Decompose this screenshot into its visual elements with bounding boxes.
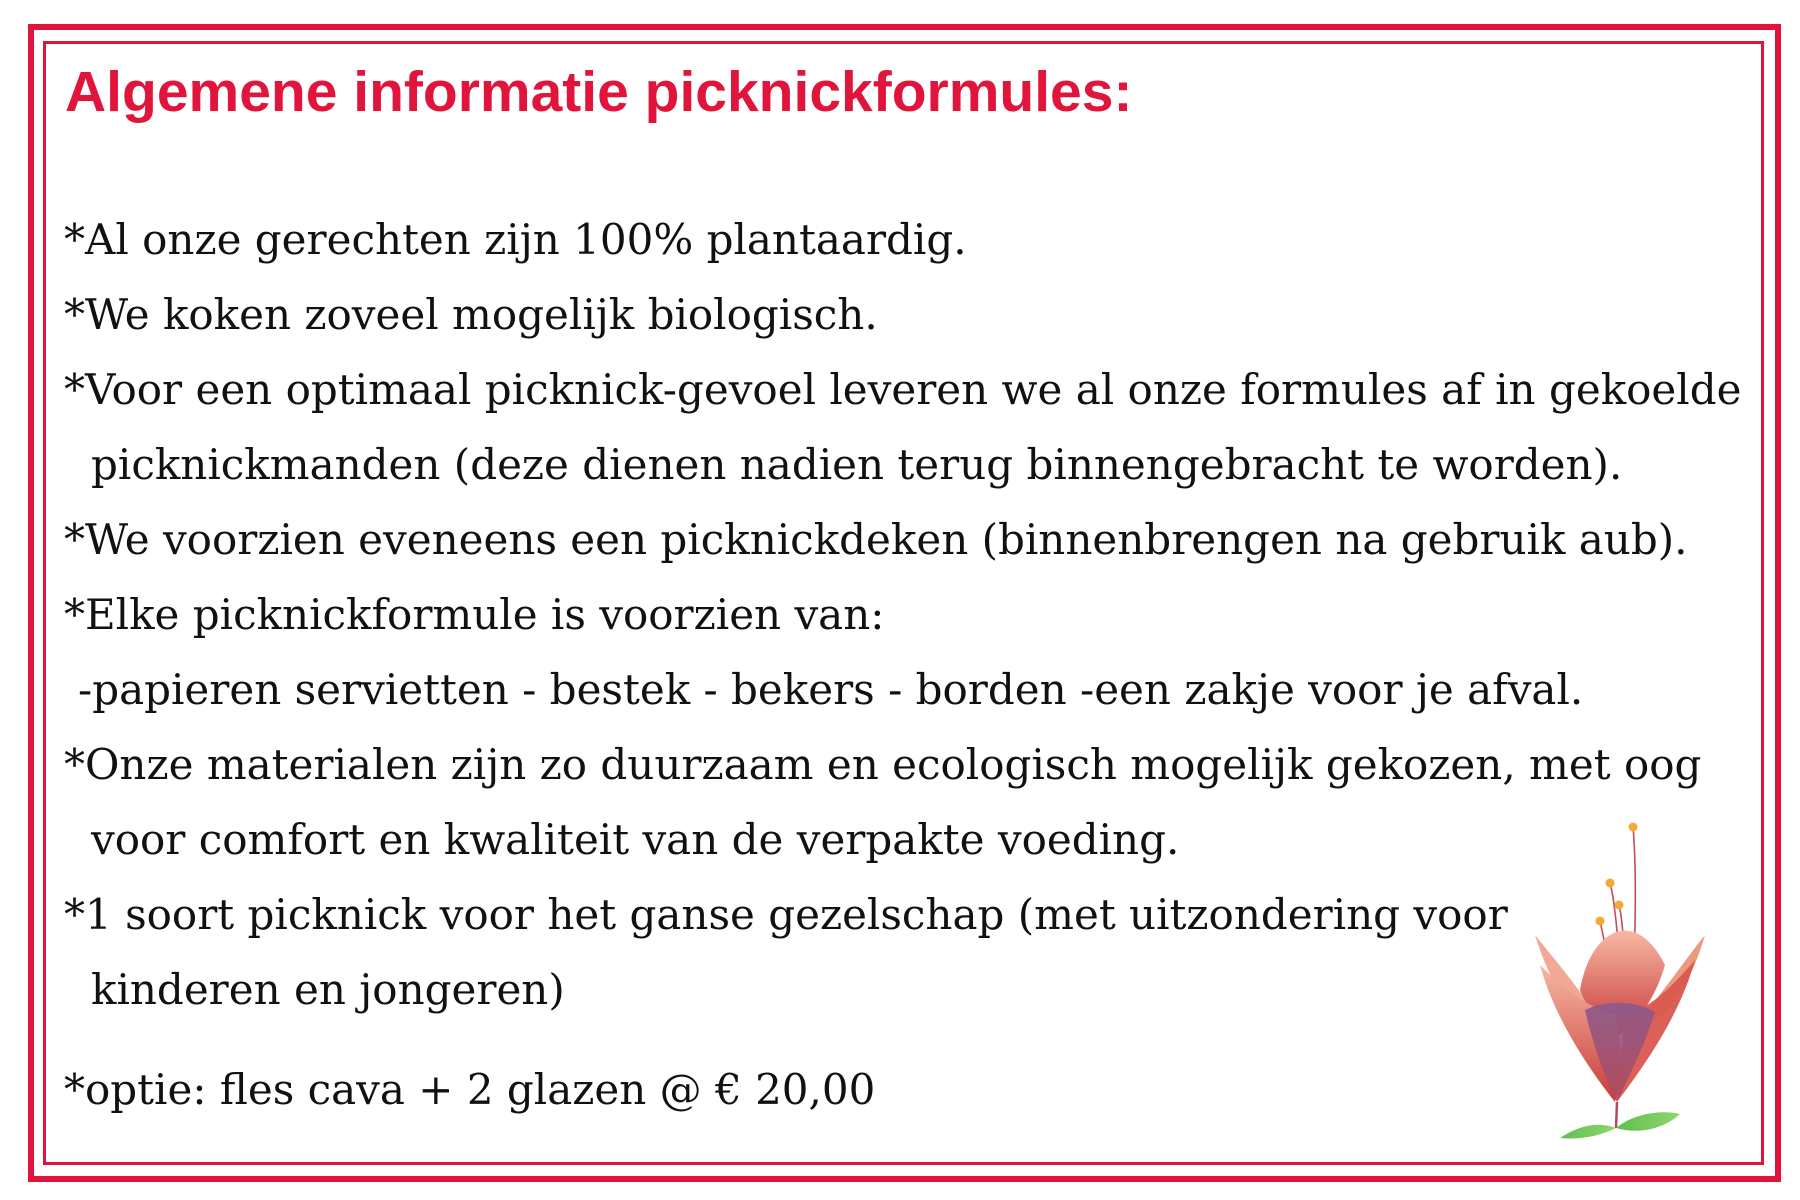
info-line-blanket: *We voorzien eveneens een picknickdeken (binnenbrengen na gebruik aub). (64, 515, 1688, 564)
info-line-included: *Elke picknickformule is voorzien van: (64, 590, 885, 639)
info-list (64, 202, 1754, 1127)
info-line-one-type-cont: kinderen en jongeren) (91, 965, 565, 1014)
info-line-included-items: -papieren servietten - bestek - bekers - borden -een zakje voor je afval. (78, 665, 1584, 714)
flower-leaf-right (1616, 1112, 1680, 1131)
flower-leaf-left (1560, 1125, 1616, 1139)
info-line-option-cava: *optie: fles cava + 2 glazen @ € 20,00 (64, 1065, 876, 1114)
flower-illustration-icon (1515, 810, 1715, 1145)
info-line-plant-based: *Al onze gerechten zijn 100% plantaardig. (64, 215, 967, 264)
info-line-cooled-baskets: *Voor een optimaal picknick-gevoel leveren we al onze formules af in gekoelde (64, 365, 1742, 414)
info-line-organic: *We koken zoveel mogelijk biologisch. (64, 290, 878, 339)
info-line-materials: *Onze materialen zijn zo duurzaam en ecologisch mogelijk gekozen, met oog (64, 740, 1702, 789)
flower-stem (1616, 1102, 1617, 1128)
page-title: Algemene informatie picknickformules: (65, 60, 1133, 124)
info-line-cooled-baskets-cont: picknickmanden (deze dienen nadien terug binnengebracht te worden). (91, 440, 1623, 489)
info-line-materials-cont: voor comfort en kwaliteit van de verpakte voeding. (91, 815, 1180, 864)
flower-stamen-tips (1596, 823, 1638, 926)
info-line-one-type: *1 soort picknick voor het ganse gezelschap (met uitzondering voor (64, 890, 1508, 939)
